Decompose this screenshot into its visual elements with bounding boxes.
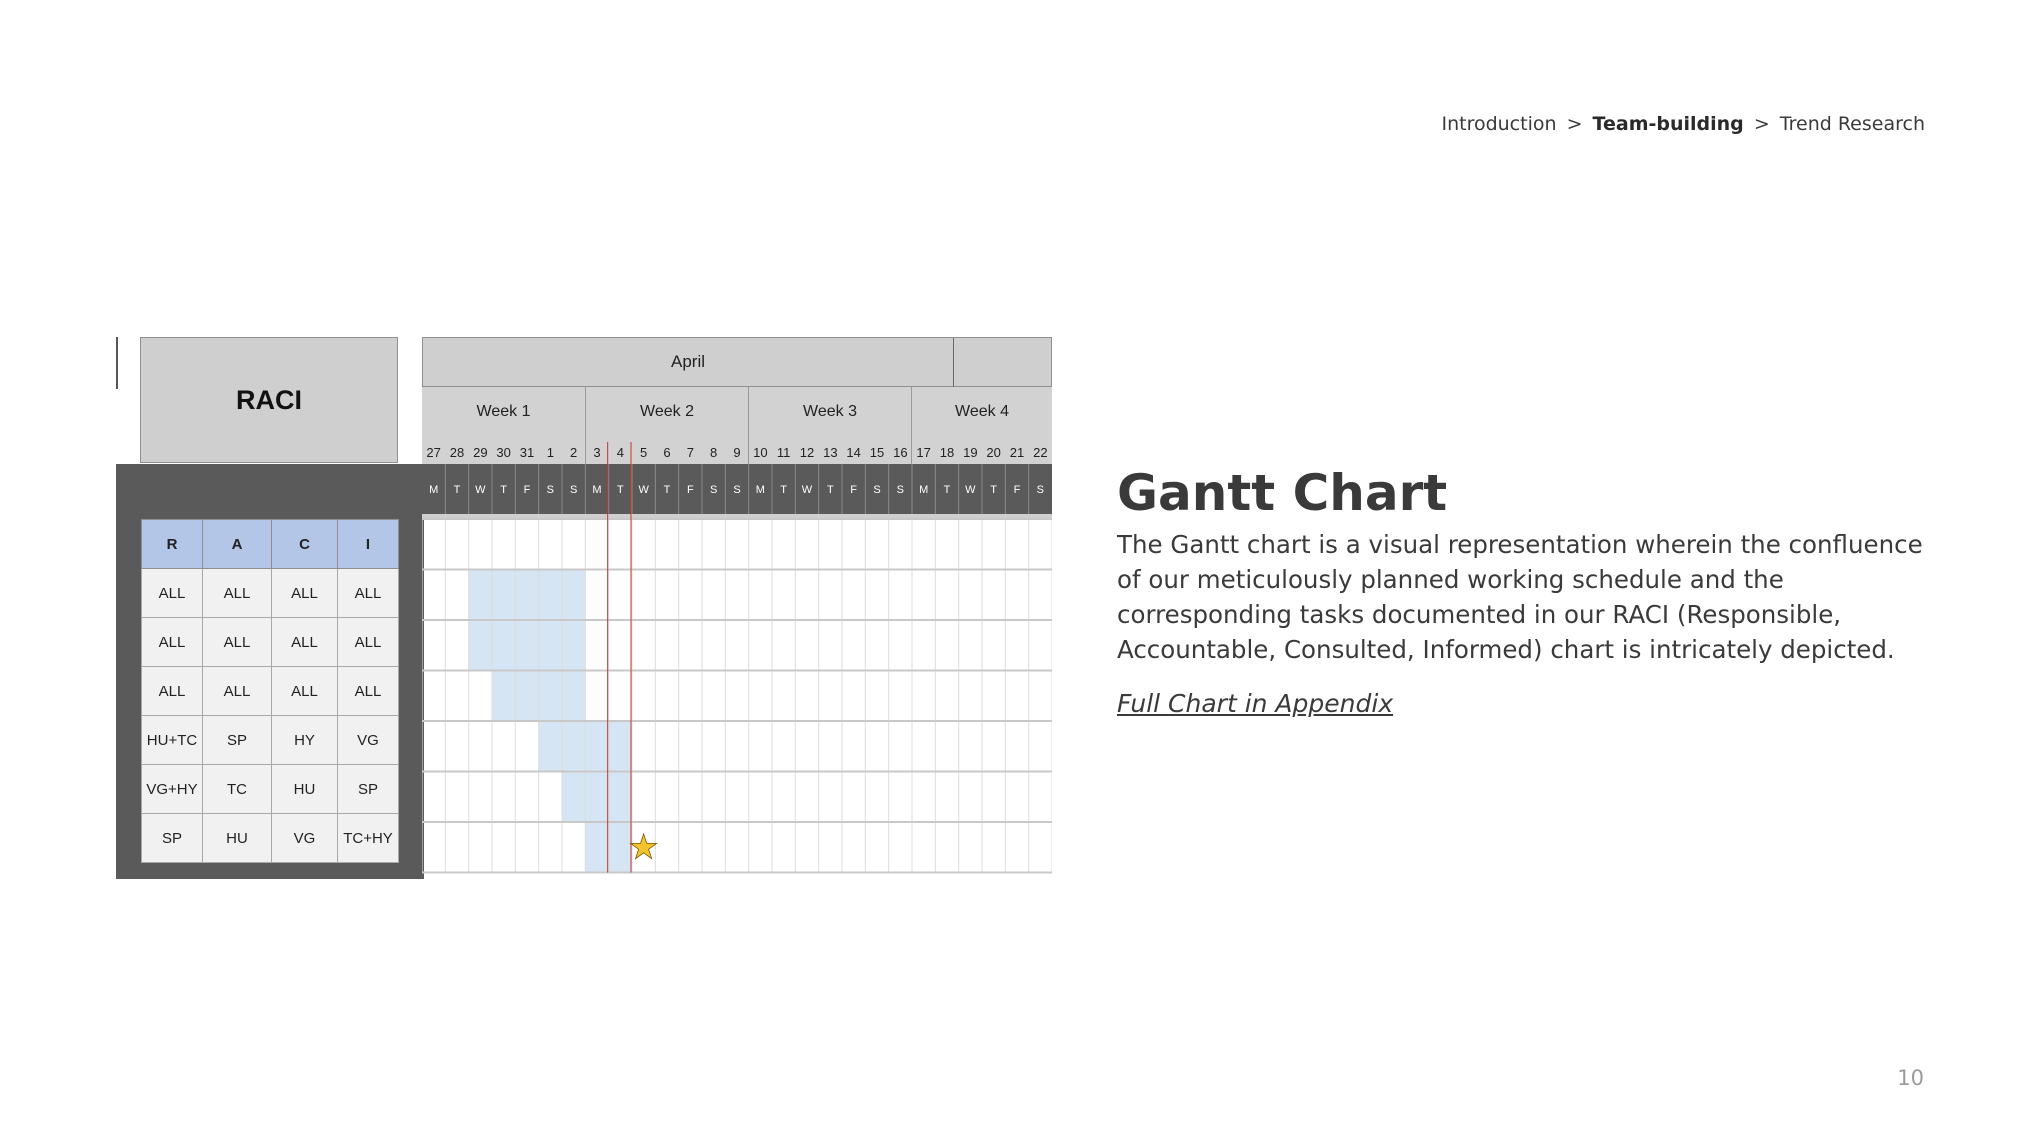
- raci-cell: VG: [272, 814, 338, 863]
- weekday-label: S: [546, 484, 555, 496]
- breadcrumb-item-trend-research[interactable]: Trend Research: [1779, 113, 1925, 135]
- date-label: 5: [640, 445, 648, 460]
- date-label: 7: [686, 445, 694, 460]
- week-label: Week 4: [955, 403, 1009, 420]
- raci-row: [142, 716, 399, 765]
- raci-cell: ALL: [272, 618, 338, 667]
- raci-cell: ALL: [203, 618, 272, 667]
- appendix-link[interactable]: Full Chart in Appendix: [1117, 689, 1394, 718]
- description: The Gantt chart is a visual representation wherein the confluence of our meticulously planned working schedule and the corresponding tasks documented in our RACI (Responsible, Accountable, Consulted, Informed) chart is intricately depicted.: [1117, 530, 1923, 664]
- date-label: 4: [616, 445, 624, 460]
- raci-header-i: I: [338, 520, 399, 569]
- text-panel: [1117, 466, 1947, 718]
- breadcrumb-item-introduction[interactable]: Introduction: [1441, 113, 1557, 135]
- weekday-label: S: [733, 484, 741, 496]
- raci-row: [142, 569, 399, 618]
- date-label: 30: [496, 445, 511, 460]
- date-label: 20: [986, 445, 1001, 460]
- weekday-label: W: [801, 484, 813, 496]
- raci-cell: ALL: [272, 569, 338, 618]
- date-label: 18: [939, 445, 955, 460]
- raci-cell: SP: [338, 765, 399, 814]
- weekday-label: F: [850, 484, 858, 496]
- raci-cell: ALL: [338, 569, 399, 618]
- raci-table: [141, 519, 399, 863]
- weekday-label: W: [965, 484, 976, 496]
- weekday-label: T: [780, 484, 788, 496]
- task-bar: [469, 620, 586, 671]
- raci-header-r: R: [142, 520, 203, 569]
- raci-cell: ALL: [142, 569, 203, 618]
- raci-cell: HU+TC: [142, 716, 203, 765]
- weekday-label: W: [638, 484, 649, 496]
- date-label: 6: [663, 445, 671, 460]
- weekday-label: W: [475, 484, 486, 496]
- weekday-label: M: [592, 484, 602, 496]
- date-label: 2: [570, 445, 578, 460]
- date-label: 19: [963, 445, 978, 460]
- raci-cell: ALL: [203, 569, 272, 618]
- date-label: 3: [593, 445, 601, 460]
- page-title: Gantt Chart: [1117, 464, 1448, 522]
- raci-cell: ALL: [272, 667, 338, 716]
- task-bar: [562, 772, 632, 823]
- week-label: Week 1: [476, 403, 531, 420]
- date-label: 14: [846, 445, 861, 460]
- divider: [116, 337, 118, 389]
- weekday-label: S: [896, 484, 905, 496]
- raci-header-a: A: [203, 520, 272, 569]
- raci-cell: ALL: [142, 667, 203, 716]
- weekday-label: M: [429, 484, 439, 496]
- breadcrumb-separator: >: [1753, 113, 1770, 135]
- raci-cell: HU: [203, 814, 272, 863]
- breadcrumb: [1441, 113, 1925, 135]
- gantt-timeline: [422, 337, 1052, 879]
- date-label: 10: [753, 445, 768, 460]
- date-label: 13: [823, 445, 838, 460]
- raci-cell: HY: [272, 716, 338, 765]
- raci-title: RACI: [140, 337, 398, 463]
- weekday-label: S: [569, 484, 578, 496]
- weekday-label: S: [873, 484, 881, 496]
- month-label: April: [670, 352, 705, 371]
- raci-cell: SP: [203, 716, 272, 765]
- raci-cell: ALL: [338, 618, 399, 667]
- weekday-label: T: [990, 484, 998, 496]
- raci-cell: SP: [142, 814, 203, 863]
- weekday-label: T: [663, 484, 671, 496]
- raci-cell: ALL: [338, 667, 399, 716]
- raci-header-c: C: [272, 520, 338, 569]
- breadcrumb-separator: >: [1566, 113, 1583, 135]
- weekday-label: F: [1013, 484, 1021, 496]
- weekday-label: T: [453, 484, 461, 496]
- date-label: 28: [449, 445, 465, 460]
- date-label: 29: [473, 445, 488, 460]
- gantt-figure: [116, 337, 1052, 879]
- weekday-label: F: [523, 484, 531, 496]
- raci-cell: ALL: [142, 618, 203, 667]
- week-label: Week 3: [803, 403, 857, 420]
- raci-row: [142, 618, 399, 667]
- raci-cell: ALL: [203, 667, 272, 716]
- task-bar: [469, 570, 586, 621]
- week-label: Week 2: [640, 403, 694, 420]
- date-label: 31: [519, 445, 535, 460]
- breadcrumb-item-team-building[interactable]: Team-building: [1592, 113, 1744, 135]
- raci-header-row: [142, 520, 399, 569]
- date-label: 1: [546, 445, 554, 460]
- date-label: 16: [893, 445, 908, 460]
- weekday-label: T: [826, 484, 834, 496]
- milestone-star-icon: ★: [628, 827, 659, 868]
- weekday-label: S: [1036, 484, 1045, 496]
- raci-cell: TC+HY: [338, 814, 399, 863]
- weekday-label: T: [943, 484, 951, 496]
- date-label: 15: [869, 445, 885, 460]
- date-label: 21: [1009, 445, 1025, 460]
- weekday-label: T: [616, 484, 624, 496]
- weekday-label: M: [919, 484, 929, 496]
- date-label: 11: [776, 445, 791, 460]
- raci-row: [142, 814, 399, 863]
- raci-cell: VG: [338, 716, 399, 765]
- raci-row: [142, 667, 399, 716]
- weekday-label: M: [755, 484, 765, 496]
- page-number: 10: [1897, 1066, 1924, 1090]
- raci-cell: VG+HY: [142, 765, 203, 814]
- raci-cell: TC: [203, 765, 272, 814]
- date-label: 9: [733, 445, 741, 460]
- raci-cell: HU: [272, 765, 338, 814]
- date-label: 8: [710, 445, 718, 460]
- raci-row: [142, 765, 399, 814]
- date-label: 12: [799, 445, 815, 460]
- weekday-label: T: [500, 484, 508, 496]
- weekday-label: F: [686, 484, 694, 496]
- date-label: 17: [916, 445, 931, 460]
- date-label: 27: [426, 445, 441, 460]
- date-label: 22: [1033, 445, 1048, 460]
- weekday-label: S: [709, 484, 718, 496]
